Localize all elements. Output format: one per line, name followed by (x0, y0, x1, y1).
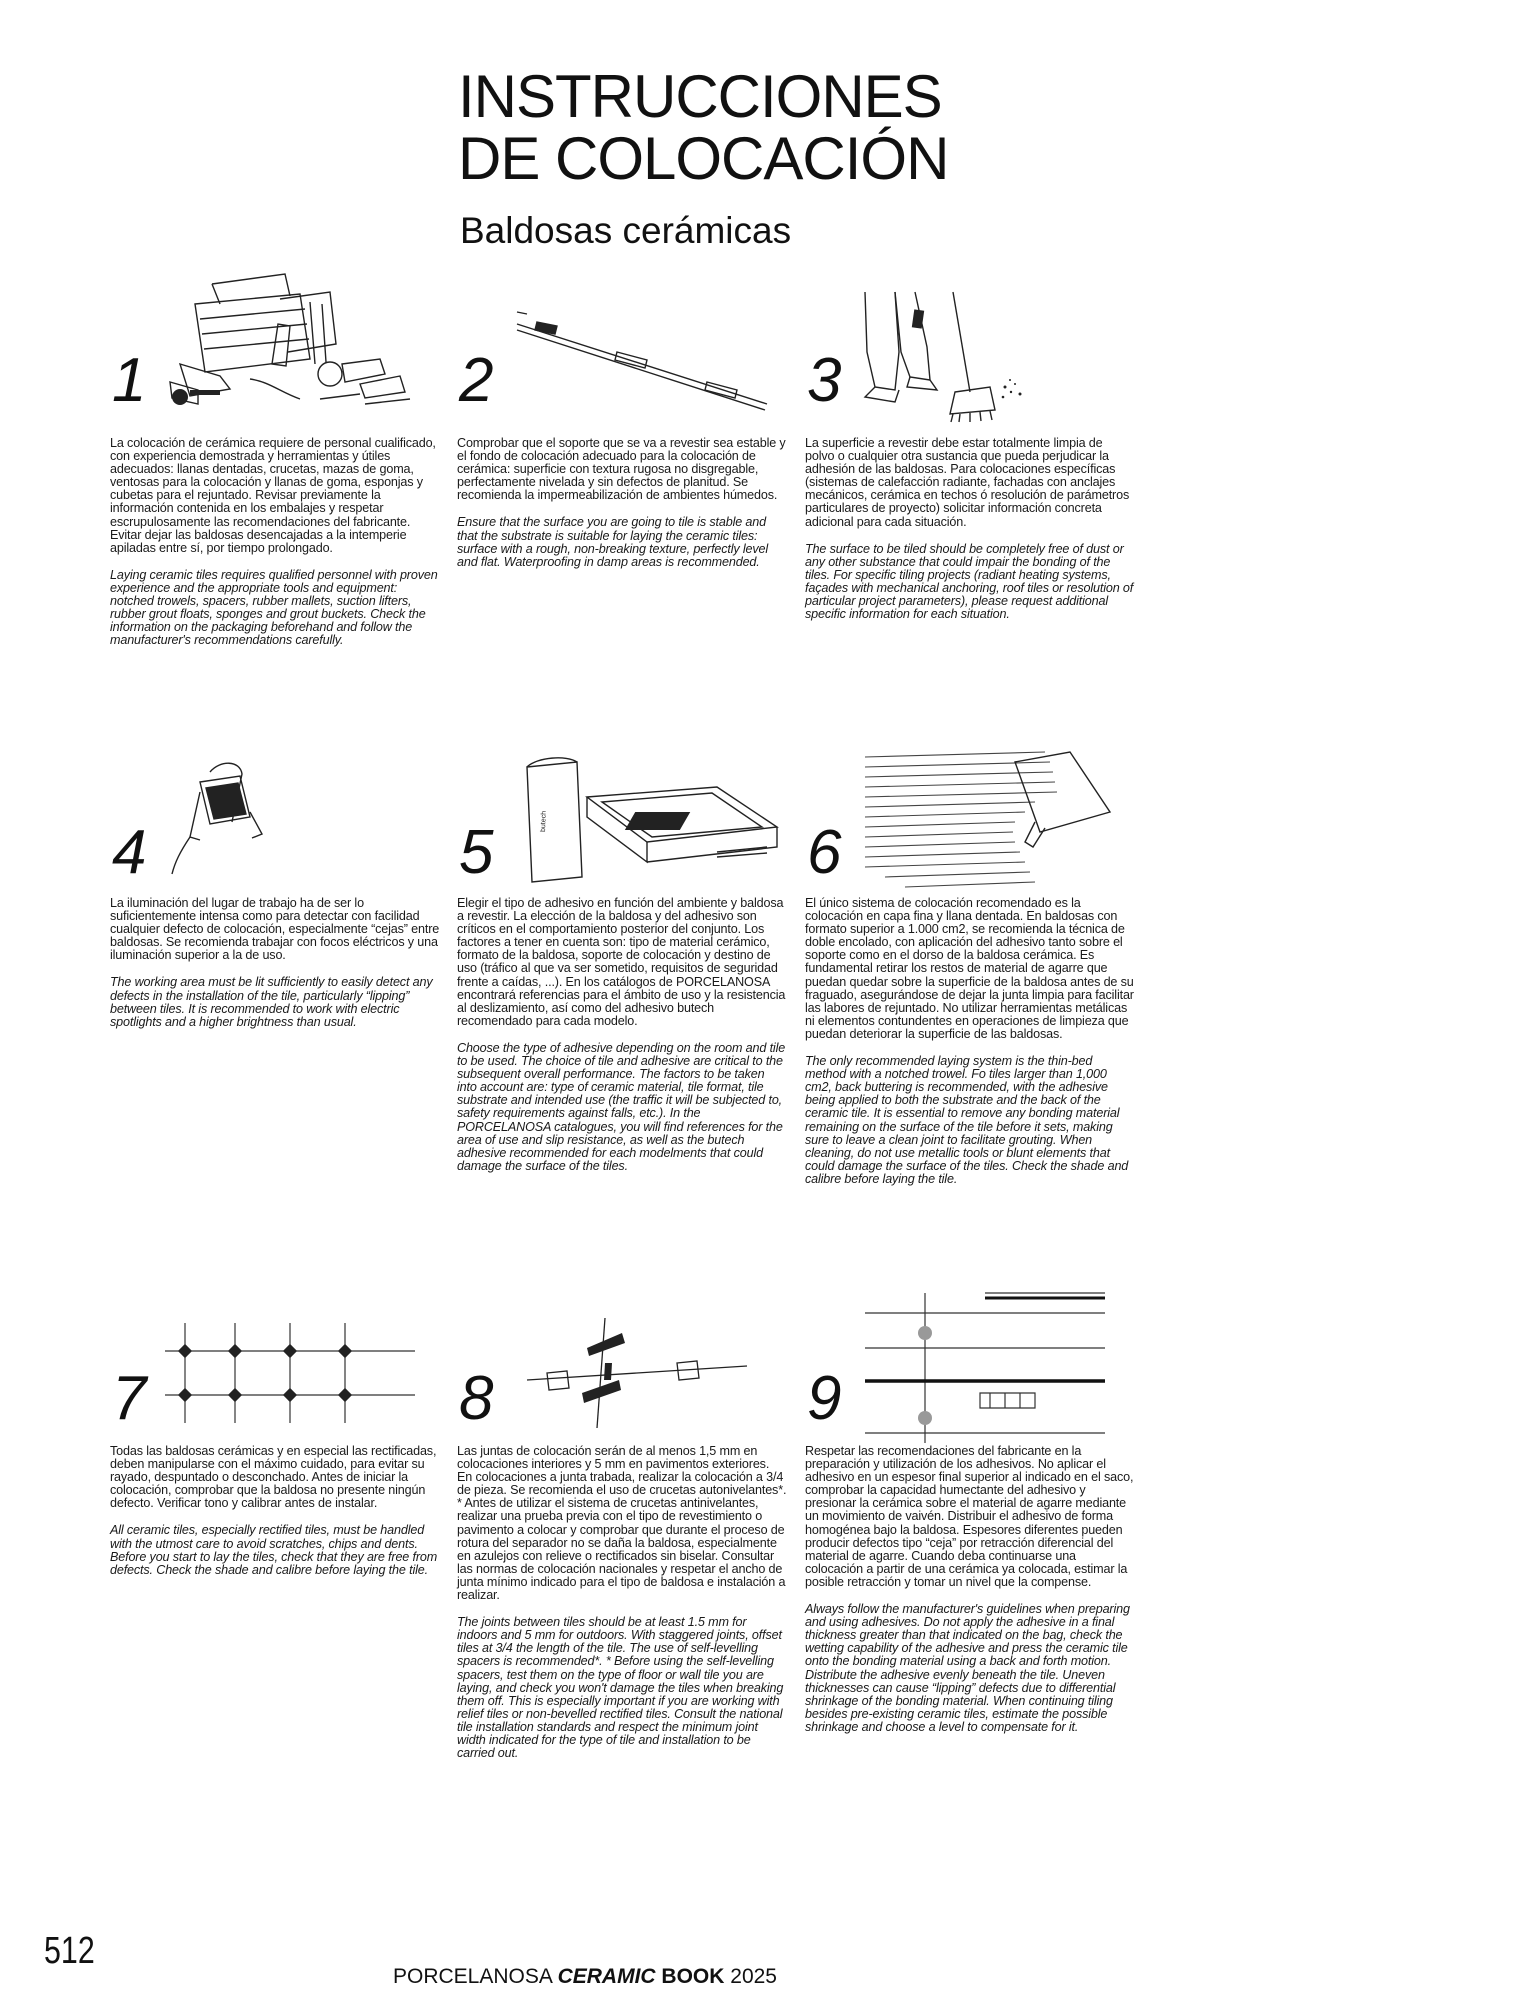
step-number: 1 (112, 346, 147, 415)
tools-and-bucket-icon (160, 264, 420, 424)
adhesive-bag-label: butech (540, 810, 548, 833)
step-text-en: All ceramic tiles, especially rectified tiles, must be handled with the utmost care to avoid scratches, chips and dents. Before you start to lay the tiles, check that they are free from defects. Check the shade and calibre before laying the tile. (110, 1523, 438, 1577)
tile-spacers-grid-icon (165, 1323, 425, 1423)
step-text (457, 1445, 787, 1760)
step-text-es: Elegir el tipo de adhesivo en función del ambiente y baldosa a revestir. La elección de la baldosa y del adhesivo son críticos en el comportamiento posterior del conjunto. Los factores a tener en cuenta son: tipo de material cerámico, formato de la baldosa, soporte de colocación y destino de uso (tráfico al que va ser sometido, requisitos de seguridad frente a caídas, ...). En los catálogos de PORCELANOSA encontrará referencias para el ámbito de uso y la resistencia al deslizamiento, así como del adhesivo butech recomendado para cada modelo. (457, 896, 786, 1028)
page-number: 512 (44, 1930, 95, 1972)
level-ruler-icon (517, 312, 777, 422)
footer-publication (393, 1965, 777, 1989)
step-text (457, 437, 787, 569)
step-number: 2 (459, 346, 494, 415)
footer-book-word: BOOK (661, 1965, 725, 1988)
step-text (805, 897, 1135, 1186)
step-number: 8 (459, 1364, 494, 1433)
step-text-en: Ensure that the surface you are going to tile is stable and that the substrate is suitable for laying the ceramic tiles: surface with a rough, non-breaking texture, perfectly level and flat. Waterproofing in damp areas is recommended. (457, 515, 769, 569)
step-text-en: Choose the type of adhesive depending on the room and tile to be used. The choice of tile and adhesive are critical to the subsequent overall performance. The factors to be taken into account are: type of ceramic material, tile format, tile substrate and intended use (the traffic it will be subjected to, safety requirements against falls, etc.). In the PORCELANOSA catalogues, you will find references for the area of use and slip resistance, as well as the butech adhesive recommended for each modelments that could damage the surface of the tiles. (457, 1040, 786, 1173)
step-number: 5 (459, 818, 494, 887)
page-subtitle: Baldosas cerámicas (460, 210, 792, 251)
step-number: 3 (807, 346, 842, 415)
step-text-en: The surface to be tiled should be completely free of dust or any other substance that could impair the bonding of the tiles. For specific tiling projects (radiant heating systems, façades with mechanical anchoring, roof tiles or resolution of particular project parameters), please request additional specific information for each situation. (805, 541, 1134, 622)
step-text-en: The only recommended laying system is the thin-bed method with a notched trowel. Fo tiles larger than 1,000 cm2, back buttering is recommended, with the adhesive being applied to both the substrate and the back of the ceramic tile. It is essential to remove any bonding material remaining on the surface of the tile before it sets, making sure to leave a clean joint to facilitate grouting. When cleaning, do not use metallic tools or blunt elements that could damage the surface of the tiles. Check the shade and calibre before laying the tile. (805, 1054, 1129, 1186)
work-spotlight-icon (170, 762, 310, 882)
footer-book-name: CERAMIC (557, 1965, 656, 1988)
adhesive-layer-section-icon (865, 1293, 1125, 1443)
step-text-en: The joints between tiles should be at least 1.5 mm for indoors and 5 mm for outdoors. With staggered joints, offset tiles at 3/4 the length of the tile. The use of self-levelling spacers is recommended*. * Before using the self-levelling spacers, test them on the type of floor or wall tile you are laying, and check you won't damage the tiles when breaking them off. This is especially important if you are working with relief tiles or non-bevelled rectified tiles. Consult the national tile installation standards and respect the minimum joint width indicated for the type of tile and installation to be carried out. (457, 1615, 784, 1761)
step-text-es: Respetar las recomendaciones del fabricante en la preparación y utilización de los adhesivos. No aplicar el adhesivo en un espesor final superior al indicado en el saco, comprobar la capacidad humectante del adhesivo y presionar la cerámica sobre el material de agarre mediante un movimiento de vaivén. Distribuir el adhesivo de forma homogénea bajo la baldosa. Espesores diferentes pueden producir defectos tipo “ceja” por retracción diferencial del material de agarre. Cuando deba continuarse una colocación a partir de una cerámica ya colocada, estimar la posible retracción y tomar un nivel que la compense. (805, 1444, 1134, 1589)
title-line-2: DE COLOCACIÓN (458, 125, 949, 192)
step-text-en: The working area must be lit sufficiently to easily detect any defects in the installation of the tile, particularly “lipping” between tiles. It is recommended to work with electric spotlights and a higher brightness than usual. (110, 975, 433, 1029)
step-text-es: Todas las baldosas cerámicas y en especial las rectificadas, deben manipularse con el máximo cuidado, para evitar su rayado, despuntado o desconchado. Antes de iniciar la colocación, comprobar que la baldosa no presente ningún defecto. Verificar tono y calibrar antes de instalar. (110, 1444, 437, 1511)
step-text-es: La colocación de cerámica requiere de personal cualificado, con experiencia demostrada y herramientas y útiles adecuados: llanas dentadas, crucetas, mazas de goma, ventosas para la colocación y llanas de goma, esponjas y cubetas para el rejuntado. Revisar previamente la información contenida en los embalajes y respetar escrupulosamente las recomendaciones del fabricante. Evitar dejar las baldosas desencajadas a la intemperie apiladas entre sí, por tiempo prolongado. (110, 436, 436, 555)
self-levelling-spacers-icon (527, 1318, 757, 1428)
notched-trowel-icon (865, 752, 1125, 892)
step-text (110, 1445, 440, 1577)
step-text-es: El único sistema de colocación recomendado es la colocación en capa fina y llana dentada. En baldosas con formato superior a 1.000 cm2, se recomienda la técnica de doble encolado, con aplicación del adhesivo tanto sobre el soporte como en el dorso de la baldosa cerámica. Es fundamental retirar los restos de material de agarre que puedan quedar sobre la superficie de la baldosa antes de su fraguado, asegurándose de dejar la junta limpia para facilitar las labores de rejuntado. No utilizar herramientas metálicas ni elementos contundentes en operaciones de limpieza que puedan deteriorar la superficie de las baldosas. (805, 896, 1134, 1041)
step-number: 7 (112, 1364, 147, 1433)
broom-sweeping-icon (855, 292, 1115, 432)
step-text-en: Laying ceramic tiles requires qualified personnel with proven experience and the appropriate tools and equipment: notched trowels, spacers, rubber mallets, suction lifters, rubber grout floats, sponges and grout buckets. Check the information on the packaging beforehand and follow the manufacturer's recommendations carefully. (110, 567, 438, 648)
page-title (458, 63, 949, 192)
step-number: 4 (112, 818, 147, 887)
footer-brand: PORCELANOSA (393, 1965, 552, 1988)
step-text (457, 897, 787, 1173)
step-text (805, 437, 1135, 621)
step-number: 9 (807, 1364, 842, 1433)
adhesive-bag-and-tile-box-icon (517, 757, 787, 887)
step-text-es: La superficie a revestir debe estar totalmente limpia de polvo o cualquier otra sustancia que pueda perjudicar la adhesión de las baldosas. Para colocaciones específicas (sistemas de calefacción radiante, fachadas con anclajes mecánicos, cerámica en techos ó resolución de parámetros particulares de proyecto) solicitar información concreta adicional para cada situación. (805, 436, 1130, 529)
step-text (110, 897, 440, 1029)
step-text (805, 1445, 1135, 1734)
footer-year: 2025 (730, 1965, 777, 1988)
step-text-en: Always follow the manufacturer's guidelines when preparing and using adhesives. Do not apply the adhesive in a final thickness greater than that indicated on the bag, check the wetting capability of the adhesive and press the ceramic tile onto the bonding material using a back and forth motion. Distribute the adhesive evenly beneath the tile. Uneven thicknesses can cause “lipping” defects due to differential shrinkage of the bonding material. When continuing tiling besides pre-existing ceramic tiles, estimate the possible shrinkage and choose a level to compensate for it. (805, 1602, 1130, 1734)
title-line-1: INSTRUCCIONES (458, 63, 942, 130)
step-text-es: La iluminación del lugar de trabajo ha de ser lo suficientemente intensa como para detectar con facilidad cualquier defecto de colocación, especialmente “cejas” entre baldosas. Se recomienda trabajar con focos eléctricos y una iluminación superior a la de uso. (110, 896, 440, 963)
step-text (110, 437, 440, 647)
step-text-es: Comprobar que el soporte que se va a revestir sea estable y el fondo de colocación adecuado para la colocación de cerámica: superficie con textura rugosa no disgregable, perfectamente nivelada y sin defectos de planitud. Se recomienda la impermeabilización de ambientes húmedos. (457, 436, 786, 503)
step-text-es: Las juntas de colocación serán de al menos 1,5 mm en colocaciones interiores y 5 mm en pavimentos exteriores. En colocaciones a junta trabada, realizar la colocación a 3/4 de pieza. Se recomienda el uso de crucetas autonivelantes*. * Antes de utilizar el sistema de crucetas antinivelantes, realizar una prueba previa con el tipo de revestimiento o pavimento a colocar y comprobar que durante el proceso de rotura del separador no se daña la baldosa, especialmente en azulejos con relieve o rectificados sin biselar. Consultar las normas de colocación nacionales y respetar el ancho de junta mínimo indicado para el tipo de baldosa e instalación a realizar. (457, 1444, 787, 1603)
step-number: 6 (807, 818, 842, 887)
